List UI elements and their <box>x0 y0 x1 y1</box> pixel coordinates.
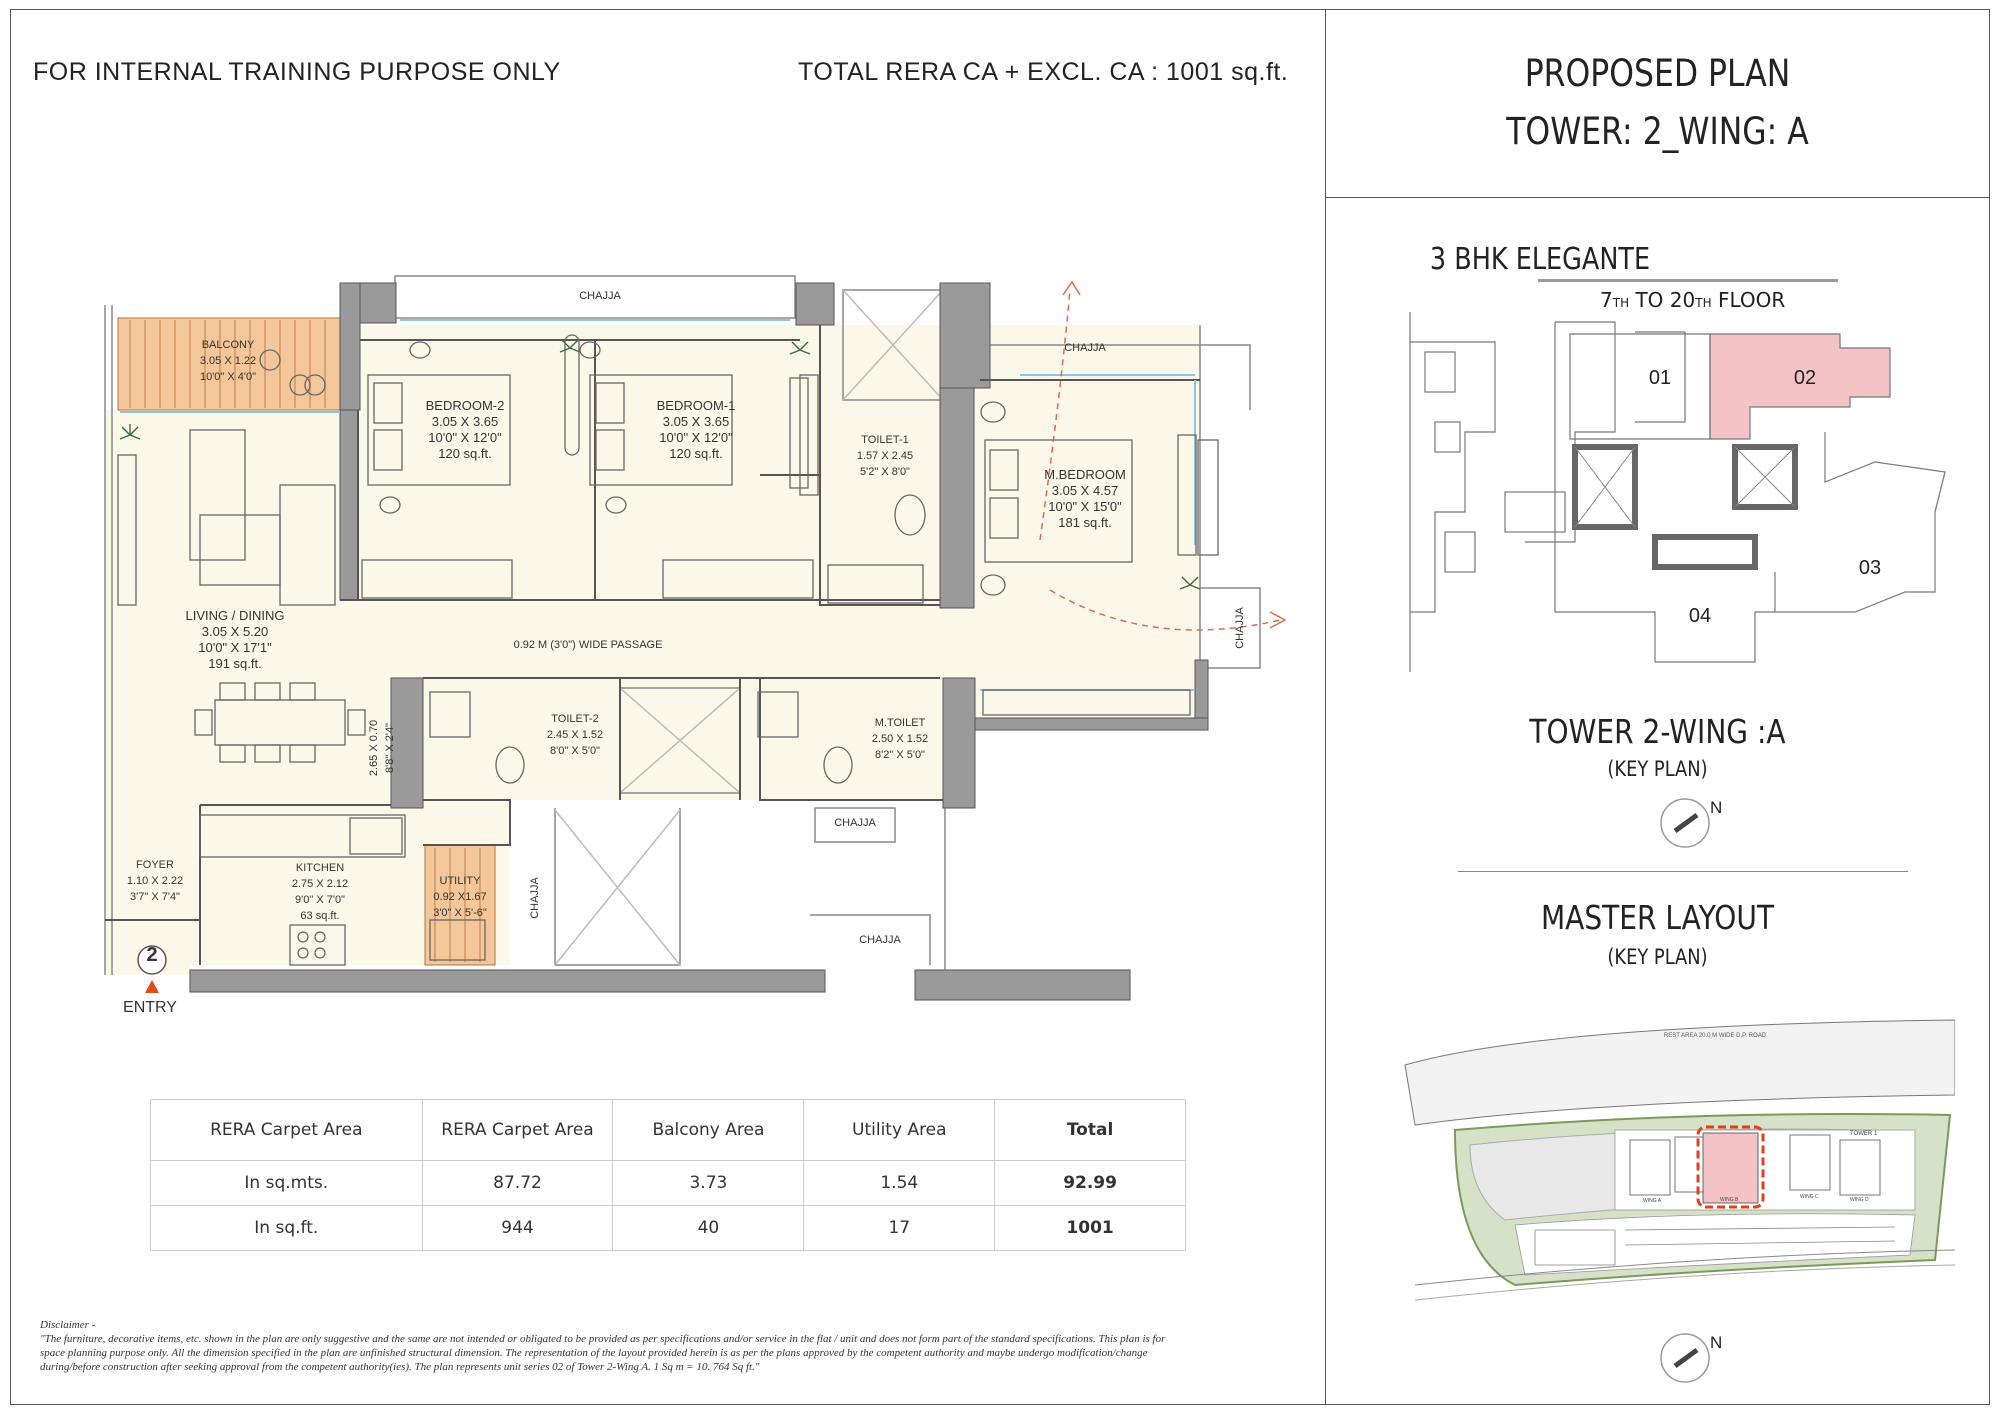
table-cell: 1001 <box>995 1206 1186 1251</box>
disclaimer-text: "The furniture, decorative items, etc. shown in the plan are only suggestive and the same are not intended or obligated to be provided as per specifications and/or service in the flat / unit and does not form part of the standard specifications. This plan is for space planning purpose only. All the dimension specified in the plan are unfinished structural dimension. The representation of the layout provided herein is as per the plans approved by the competent authority and maybe undergo modification/change during/before construction after seeking approval from the competent authority(ies). The plan represents unit series 02 of Tower 2-Wing A. 1 Sq m = 10. 764 Sq ft." <box>40 1333 1166 1373</box>
table-cell: 17 <box>804 1206 995 1251</box>
table-cell: 1.54 <box>804 1161 995 1206</box>
table-header: RERA Carpet Area <box>422 1100 613 1161</box>
table-cell: 40 <box>613 1206 804 1251</box>
svg-text:REST AREA 20.0 M WIDE D.P. ROA: REST AREA 20.0 M WIDE D.P. ROAD <box>1663 1033 1767 1039</box>
chajja-side: CHAJJA <box>1234 607 1246 649</box>
chajja-bottom-1: CHAJJA <box>834 817 876 829</box>
floor-range: 7TH TO 20TH FLOOR <box>1600 288 1786 312</box>
unit-type-title: 3 BHK ELEGANTE <box>1429 242 1651 277</box>
table-cell: 87.72 <box>422 1161 613 1206</box>
room-kitchen: KITCHEN 2.75 X 2.12 9'0" X 7'0" 63 sq.ft. <box>291 862 349 922</box>
svg-text:WING D: WING D <box>1850 1197 1869 1203</box>
section-divider <box>1458 871 1908 872</box>
unit-number: 2 <box>146 944 158 966</box>
disclaimer-title: Disclaimer - <box>40 1319 96 1331</box>
room-toilet-2: TOILET-2 2.45 X 1.52 8'0" X 5'0" <box>546 713 604 757</box>
room-master-bedroom: M.BEDROOM 3.05 X 4.57 10'0" X 15'0" 181 sq.ft. <box>1044 467 1126 530</box>
table-cell: In sq.mts. <box>151 1161 423 1206</box>
chajja-bottom-2: CHAJJA <box>859 934 901 946</box>
room-utility: UTILITY 0.92 X1.67 3'0" X 5'-6" <box>433 875 487 919</box>
key-unit-01: 01 <box>1648 367 1672 389</box>
room-bedroom-1: BEDROOM-1 3.05 X 3.65 10'0" X 12'0" 120 sq.ft. <box>656 398 736 461</box>
table-row <box>151 1206 1186 1251</box>
title-divider <box>1325 197 1990 198</box>
svg-text:WING A: WING A <box>1643 1198 1662 1204</box>
north-arrow-master-icon <box>1655 1328 1725 1388</box>
key-plan-subtitle: (KEY PLAN) <box>1607 757 1708 781</box>
master-layout-subtitle: (KEY PLAN) <box>1607 945 1708 969</box>
table-cell: 3.73 <box>613 1161 804 1206</box>
table-header-row <box>151 1100 1186 1161</box>
key-unit-04: 04 <box>1688 605 1712 627</box>
internal-note: FOR INTERNAL TRAINING PURPOSE ONLY <box>33 58 561 86</box>
key-unit-02: 02 <box>1793 367 1817 389</box>
chajja-top: CHAJJA <box>579 290 621 302</box>
north-arrow-icon <box>1655 793 1725 853</box>
master-layout-title: MASTER LAYOUT <box>1540 898 1775 937</box>
area-table <box>150 1099 1186 1251</box>
svg-text:TOWER 1: TOWER 1 <box>1850 1131 1878 1137</box>
svg-text:WING C: WING C <box>1800 1194 1819 1200</box>
passage-label: 0.92 M (3'0") WIDE PASSAGE <box>513 639 663 651</box>
room-master-toilet: M.TOILET 2.50 X 1.52 8'2" X 5'0" <box>871 717 929 761</box>
room-toilet-1: TOILET-1 1.57 X 2.45 5'2" X 8'0" <box>856 434 914 478</box>
panel-divider <box>1325 9 1326 1405</box>
svg-text:WING B: WING B <box>1720 1197 1739 1203</box>
total-area-note: TOTAL RERA CA + EXCL. CA : 1001 sq.ft. <box>798 58 1289 86</box>
tower-wing-title: TOWER: 2_WING: A <box>1506 110 1809 153</box>
unit-type-underline <box>1538 279 1838 282</box>
disclaimer <box>40 1318 1190 1374</box>
entry-label: ENTRY <box>123 999 177 1016</box>
svg-text:N: N <box>1710 1333 1723 1352</box>
plan-title: PROPOSED PLAN <box>1524 52 1791 95</box>
chajja-vertical: CHAJJA <box>529 877 541 919</box>
master-layout-map <box>1395 1015 1955 1315</box>
table-header: RERA Carpet Area <box>151 1100 423 1161</box>
key-plan-drawing <box>1405 312 1955 672</box>
table-cell: In sq.ft. <box>151 1206 423 1251</box>
room-bedroom-2: BEDROOM-2 3.05 X 3.65 10'0" X 12'0" 120 sq.ft. <box>425 398 505 461</box>
table-row <box>151 1161 1186 1206</box>
entry-arrow-icon <box>145 980 159 993</box>
table-cell: 92.99 <box>995 1161 1186 1206</box>
room-balcony: BALCONY 3.05 X 1.22 10'0" X 4'0" <box>199 339 257 383</box>
key-unit-03: 03 <box>1858 557 1882 579</box>
table-header: Balcony Area <box>613 1100 804 1161</box>
room-living-dining: LIVING / DINING 3.05 X 5.20 10'0" X 17'1" 191 sq.ft. <box>185 608 285 671</box>
table-header: Total <box>995 1100 1186 1161</box>
svg-text:N: N <box>1710 798 1723 817</box>
chajja-right: CHAJJA <box>1064 342 1106 354</box>
table-header: Utility Area <box>804 1100 995 1161</box>
table-cell: 944 <box>422 1206 613 1251</box>
room-foyer: FOYER 1.10 X 2.22 3'7" X 7'4" <box>126 859 184 903</box>
key-plan-title: TOWER 2-WING :A <box>1529 712 1786 751</box>
dining-dimension: 2.65 X 0.70 8'8" X 2'4" <box>368 719 396 777</box>
